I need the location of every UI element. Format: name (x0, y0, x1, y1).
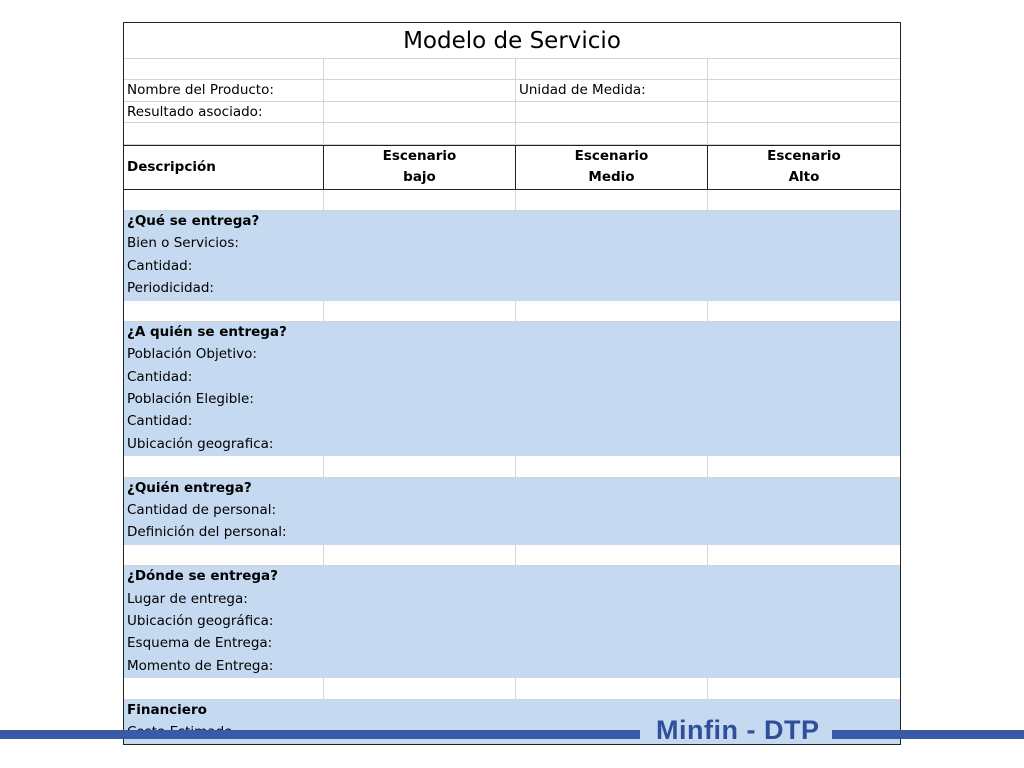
row-label: Población Elegible: (127, 391, 254, 408)
scenario-medium-header (516, 146, 708, 189)
scenario-low-line2: bajo (403, 169, 436, 186)
scenario-medium-line2: Medio (588, 169, 635, 186)
row-label: Esquema de Entrega: (127, 635, 273, 652)
blank-row (124, 59, 900, 80)
result-row (124, 102, 900, 123)
table-row (124, 589, 900, 611)
blank-row (124, 301, 900, 322)
blank-row (124, 545, 900, 566)
table-row (124, 633, 900, 655)
table-row (124, 522, 900, 544)
table-row (124, 256, 900, 278)
scenario-high-line2: Alto (788, 169, 820, 186)
row-label: Momento de Entrega: (127, 657, 274, 674)
unit-label: Unidad de Medida: (516, 80, 708, 101)
table-row (124, 367, 900, 389)
section-donde-heading (124, 566, 900, 588)
scenario-low-header (324, 146, 516, 189)
table-row (124, 278, 900, 300)
product-row (124, 80, 900, 101)
row-label: Cantidad: (127, 413, 193, 430)
table-header (124, 145, 900, 190)
scenario-high-line1: Escenario (767, 148, 841, 165)
scenario-low-line1: Escenario (382, 148, 457, 165)
section-heading: ¿Qué se entrega? (127, 212, 260, 229)
table-row (124, 411, 900, 433)
blank-row (124, 190, 900, 211)
row-label: Cantidad: (127, 368, 193, 385)
table-row (124, 434, 900, 456)
brand-logo: Minfin - DTP (656, 715, 820, 745)
result-value-cell[interactable] (324, 102, 516, 123)
unit-value-cell[interactable] (708, 80, 900, 101)
blank-row (124, 678, 900, 699)
row-label: Ubicación geografica: (127, 435, 274, 452)
section-heading: Financiero (127, 701, 207, 718)
scenario-high-header (708, 146, 900, 189)
product-label: Nombre del Producto: (124, 80, 324, 101)
section-quien-heading (124, 478, 900, 500)
table-row (124, 500, 900, 522)
row-label: Cantidad de personal: (127, 502, 277, 519)
blank-row (124, 456, 900, 477)
row-label: Ubicación geográfica: (127, 612, 274, 629)
row-label: Cantidad: (127, 257, 193, 274)
table-row (124, 611, 900, 633)
row-label: Bien o Servicios: (127, 235, 239, 252)
table-row (124, 233, 900, 255)
row-label: Lugar de entrega: (127, 590, 248, 607)
description-header: Descripción (124, 146, 324, 189)
row-label: Definición del personal: (127, 524, 287, 541)
section-a-quien-heading (124, 322, 900, 344)
section-heading: ¿Quién entrega? (127, 479, 252, 496)
page-title: Modelo de Servicio (124, 23, 900, 59)
table-row (124, 656, 900, 678)
footer-divider-left (0, 730, 640, 739)
section-heading: ¿Dónde se entrega? (127, 568, 278, 585)
row-label: Periodicidad: (127, 280, 214, 297)
blank-row (124, 123, 900, 144)
table-row (124, 389, 900, 411)
product-value-cell[interactable] (324, 80, 516, 101)
service-model-table (123, 22, 901, 745)
table-row (124, 344, 900, 366)
row-label: Población Objetivo: (127, 346, 257, 363)
footer-divider-right (832, 730, 1024, 739)
section-heading: ¿A quién se entrega? (127, 323, 287, 340)
section-que-heading (124, 211, 900, 233)
result-label: Resultado asociado: (124, 102, 324, 123)
scenario-medium-line1: Escenario (574, 148, 649, 165)
